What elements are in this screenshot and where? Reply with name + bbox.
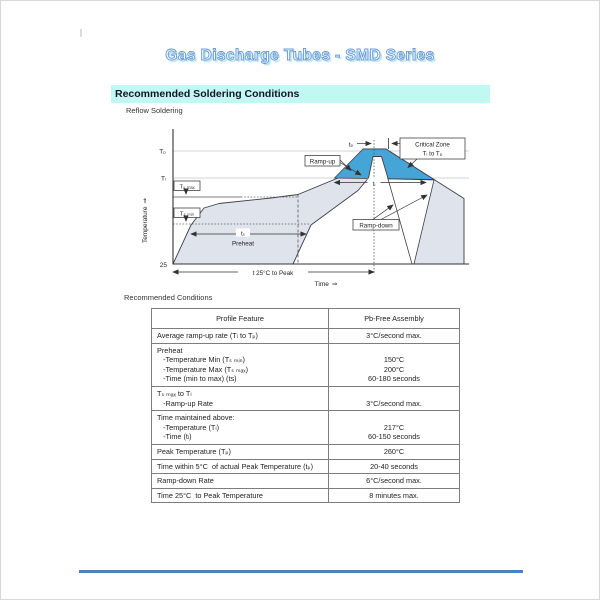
origin-tick-label: 25 <box>159 262 167 269</box>
conditions-table <box>151 308 460 503</box>
conditions-table-body <box>152 329 460 503</box>
critical-zone-label-1: Critical Zone <box>415 141 450 149</box>
critical-zone-label-2: Tₗ to Tₚ <box>422 150 443 158</box>
value-cell: 8 minutes max. <box>329 488 460 503</box>
section-header-text: Recommended Soldering Conditions <box>115 88 300 100</box>
feature-cell: Ramp-down Rate <box>152 474 329 489</box>
feature-cell: Tₛ ₘₐₓ to Tₗ -Ramp-up Rate <box>152 386 329 410</box>
table-row <box>152 329 460 344</box>
ramp-up-label: Ramp-up <box>309 158 336 166</box>
footer-rule <box>79 570 523 573</box>
tsmax-label: Tₛ ₘₐₓ <box>179 184 195 191</box>
feature-cell: Time maintained above: -Temperature (Tₗ) -Time (tₗ) <box>152 411 329 445</box>
col-header-pb-free: Pb-Free Assembly <box>329 309 460 329</box>
reflow-profile-figure <box>121 121 486 306</box>
table-row <box>152 474 460 489</box>
tp-tick-label: Tₚ <box>159 148 166 156</box>
value-cell: 3°C/second max. <box>329 386 460 410</box>
time-to-peak-label: t 25°C to Peak <box>252 270 294 277</box>
page-title: Gas Discharge Tubes - SMD Series <box>165 47 435 64</box>
y-axis-label: Temperature⇒ <box>142 198 149 243</box>
liquidus-time-label: tₗ <box>372 181 376 188</box>
peak-time-label: tₚ <box>348 141 354 149</box>
feature-cell: Time within 5°C of actual Peak Temperature (tₚ) <box>152 459 329 474</box>
table-row <box>152 411 460 445</box>
value-cell: 3°C/second max. <box>329 329 460 344</box>
figure-caption: Reflow Soldering <box>126 106 183 115</box>
table-row <box>152 343 460 386</box>
col-header-profile-feature: Profile Feature <box>152 309 329 329</box>
section-header-bar <box>111 85 490 103</box>
value-cell: 150°C 200°C 60-180 seconds <box>329 343 460 386</box>
value-cell: 20-40 seconds <box>329 459 460 474</box>
corner-mark <box>80 29 82 37</box>
table-row <box>152 444 460 459</box>
table-row <box>152 459 460 474</box>
table-header-row <box>152 309 460 329</box>
table-caption: Recommended Conditions <box>124 293 213 302</box>
preheat-time-label: tₛ <box>240 230 246 238</box>
x-axis-label: Time ⇒ <box>314 281 338 288</box>
feature-cell: Time 25°C to Peak Temperature <box>152 488 329 503</box>
ramp-down-label: Ramp-down <box>359 222 393 230</box>
table-row <box>152 488 460 503</box>
preheat-label: Preheat <box>231 240 255 248</box>
value-cell: 6°C/second max. <box>329 474 460 489</box>
feature-cell: Preheat -Temperature Min (Tₛ ₘᵢₙ) -Temperature Max (Tₛ ₘₐₓ) -Time (min to max) (ts) <box>152 343 329 386</box>
tl-tick-label: Tₗ <box>160 175 166 183</box>
tsmin-label: Tₛ ₘᵢₙ <box>179 211 195 218</box>
value-cell: 260°C <box>329 444 460 459</box>
reflow-profile-chart <box>121 121 486 301</box>
value-cell: 217°C 60-150 seconds <box>329 411 460 445</box>
table-row <box>152 386 460 410</box>
feature-cell: Average ramp-up rate (Tₗ to Tₚ) <box>152 329 329 344</box>
feature-cell: Peak Temperature (Tₚ) <box>152 444 329 459</box>
